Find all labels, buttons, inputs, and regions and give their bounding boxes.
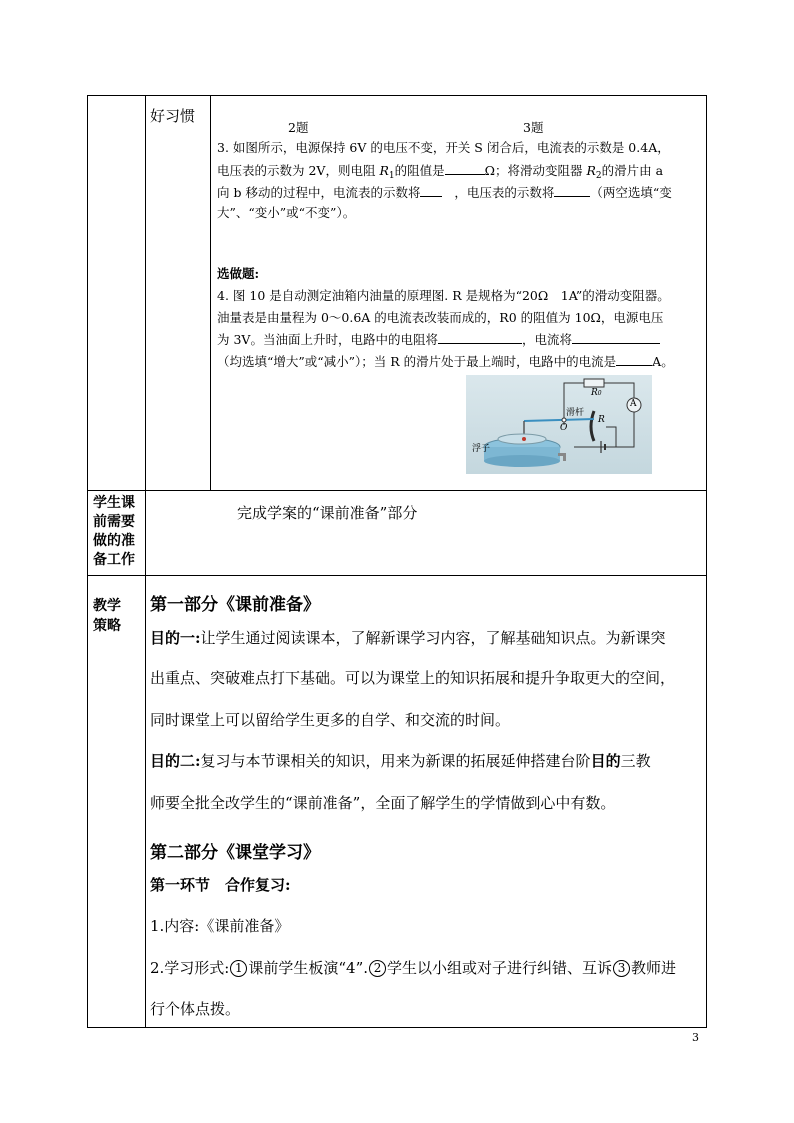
row-divider-1 xyxy=(87,490,707,491)
answer-blank-resistance[interactable] xyxy=(438,329,522,344)
goal1-line-3: 同时课堂上可以留给学生更多的自学、和交流的时间。 xyxy=(150,711,511,729)
prep-work-label: 学生课 前需要 做的准 备工作 xyxy=(93,495,135,568)
table-left-border xyxy=(87,95,88,1028)
column-divider xyxy=(145,95,146,1028)
table-bottom-border xyxy=(87,1027,707,1028)
table-top-border xyxy=(87,95,707,96)
figure-caption-q3: 3题 xyxy=(523,120,544,135)
figure-label-o: O xyxy=(560,423,568,433)
answer-blank-ammeter[interactable] xyxy=(420,182,442,197)
part1-title: 第一部分《课前准备》 xyxy=(150,595,320,615)
circled-number-1: 1 xyxy=(230,960,247,977)
page-number: 3 xyxy=(692,1031,699,1044)
row-divider-2 xyxy=(87,575,707,576)
goal1-line-2: 出重点、突破难点打下基础。可以为课堂上的知识拓展和提升争取更大的空间， xyxy=(150,669,676,687)
table-right-border xyxy=(706,95,707,1028)
q3-line-1: 3. 如图所示，电源保持 6V 的电压不变，开关 S 闭合后，电流表的示数是 0.4A， xyxy=(217,140,670,155)
circled-number-3: 3 xyxy=(613,960,630,977)
answer-blank-voltmeter[interactable] xyxy=(554,182,590,197)
item-2-line-2: 行个体点拨。 xyxy=(150,1000,241,1018)
challenge-title: 选做题: xyxy=(217,266,260,281)
item-1: 1.内容:《课前准备》 xyxy=(150,917,290,935)
answer-blank-max-current[interactable] xyxy=(616,351,652,366)
q4-line-4: （均选填“增大”或“减小”）；当 R 的滑片处于最上端时，电路中的电流是 A。 xyxy=(217,351,674,370)
figure-label-r0: R0 xyxy=(591,388,602,398)
answer-blank-current[interactable] xyxy=(572,329,660,344)
prep-work-content: 完成学案的“课前准备”部分 xyxy=(237,504,418,522)
goal2-line-1: 目的二:复习与本节课相关的知识，用来为新课的拓展延伸搭建台阶目的三教 xyxy=(150,752,651,770)
section1-title: 第一环节 合作复习: xyxy=(150,876,291,894)
habit-label: 好习惯 xyxy=(150,107,196,125)
circled-number-2: 2 xyxy=(369,960,386,977)
oil-gauge-figure xyxy=(466,375,652,474)
goal2-line-2: 师要全批全改学生的“课前准备”，全面了解学生的学情做到心中有数。 xyxy=(150,794,616,812)
q3-line-4: 大”、“变小”或“不变”）。 xyxy=(217,205,356,220)
q4-line-3: 为 3V。当油面上升时，电路中的电阻将 ，电流将 xyxy=(217,329,660,348)
figure-label-r: R xyxy=(598,415,605,425)
resistor-r0-symbol xyxy=(584,379,604,387)
goal1-line-1: 目的一:让学生通过阅读课本，了解新课学习内容，了解基础知识点。为新课突 xyxy=(150,629,666,647)
q4-line-1: 4. 图 10 是自动测定油箱内油量的原理图. R 是规格为“20Ω 1A”的滑动变阻器。 xyxy=(217,288,670,303)
figure-label-lever: 滑杆 xyxy=(566,408,585,418)
figure-caption-q2: 2题 xyxy=(288,120,309,135)
figure-label-ammeter: A xyxy=(630,399,637,409)
q3-line-3: 向 b 移动的过程中，电流表的示数将 ，电压表的示数将 （两空选填“变 xyxy=(217,182,672,201)
strategy-label: 教学 策略 xyxy=(93,598,121,634)
pivot-point xyxy=(562,418,566,422)
part2-title: 第二部分《课堂学习》 xyxy=(150,843,320,863)
answer-blank-r1[interactable] xyxy=(445,160,485,175)
q3-line-2: 电压表的示数为 2V，则电阻 $R_1$的阻值是 Ω；将滑动变阻器 $R_2$的滑片由 a xyxy=(217,160,663,181)
oil-gauge-diagram xyxy=(466,375,652,474)
item-2-line-1: 2.学习形式: 1 课前学生板演“4”. 2 学生以小组或对子进行纠错、互诉 3 教师进 xyxy=(150,959,677,977)
figure-label-float: 浮子 xyxy=(472,444,491,454)
q4-line-2: 油量表是由量程为 0～0.6A 的电流表改装而成的，R0 的阻值为 10Ω，电源电压 xyxy=(217,310,664,325)
inner-column-divider xyxy=(210,95,211,491)
